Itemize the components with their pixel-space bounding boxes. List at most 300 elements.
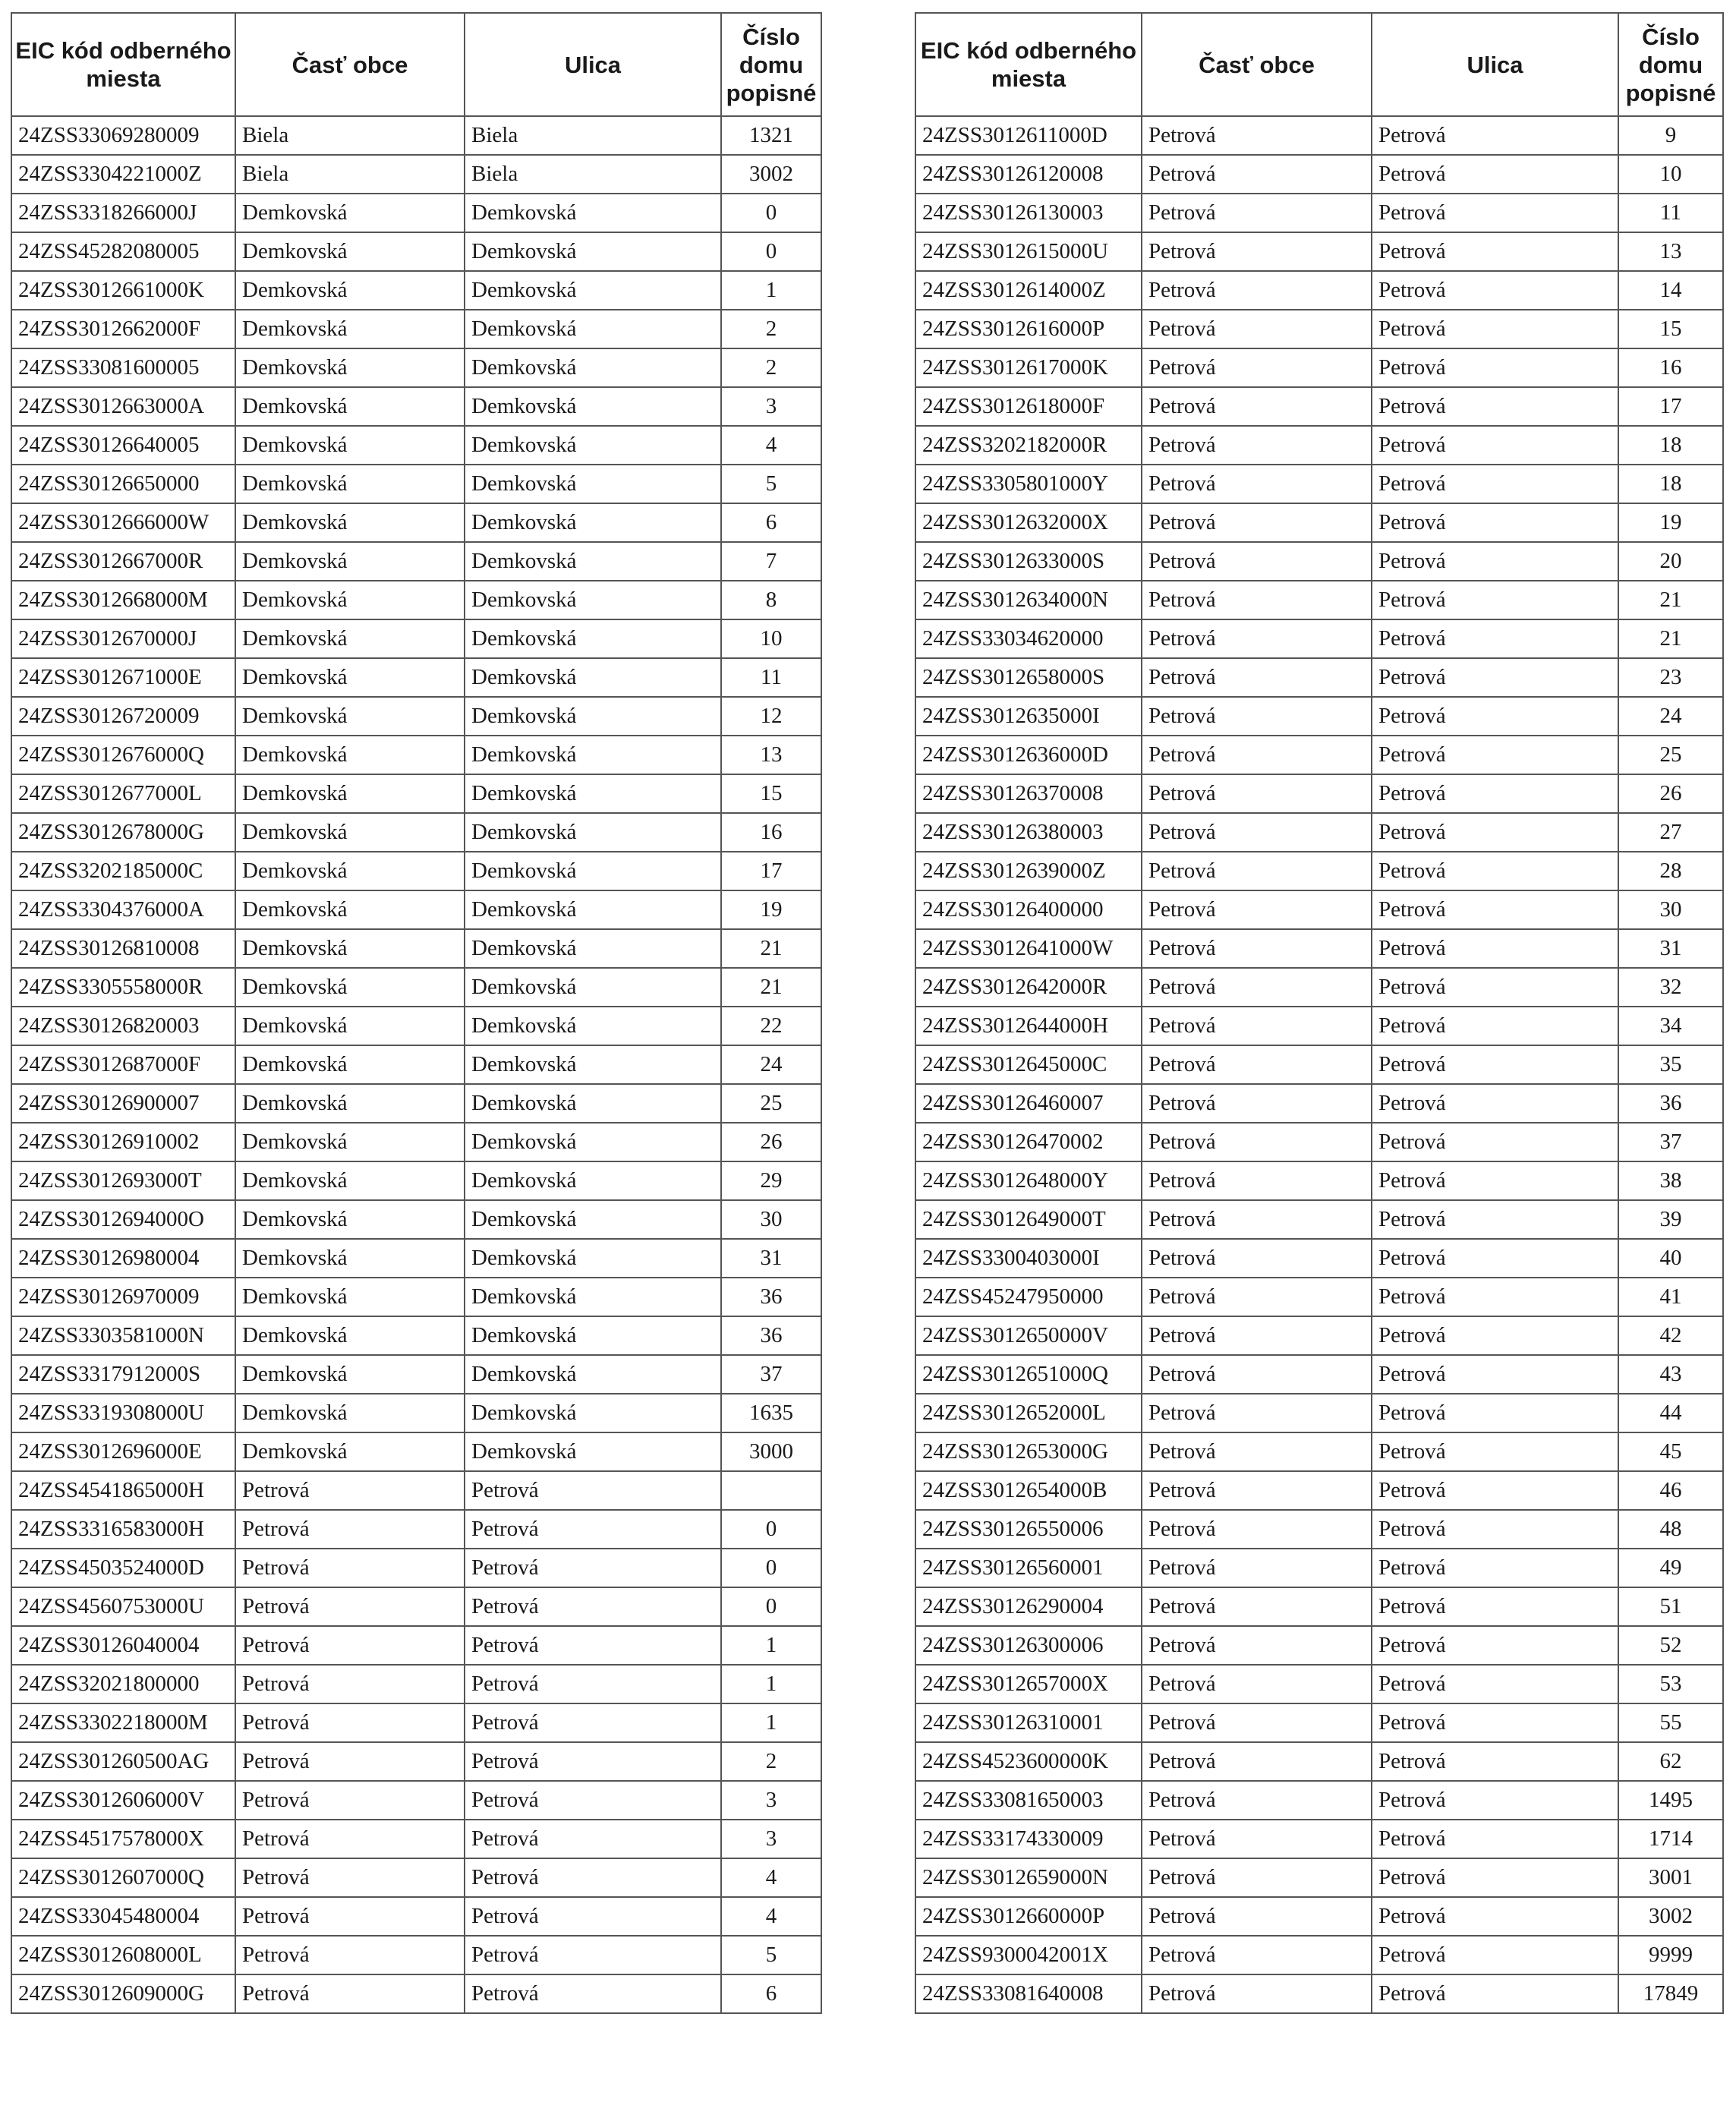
cell-cislo: 52	[1618, 1626, 1723, 1665]
cell-cast-obce: Petrová	[235, 1820, 465, 1858]
cell-cislo: 6	[721, 503, 821, 542]
cell-eic: 24ZSS3304376000A	[11, 890, 235, 929]
cell-cislo: 41	[1618, 1278, 1723, 1316]
table-row	[915, 1897, 1723, 1936]
cell-eic: 24ZSS3012650000V	[915, 1316, 1142, 1355]
cell-eic: 24ZSS3012618000F	[915, 387, 1142, 426]
table-row	[915, 1432, 1723, 1471]
cell-eic: 24ZSS33174330009	[915, 1820, 1142, 1858]
cell-cislo: 36	[721, 1316, 821, 1355]
cell-ulica: Petrová	[465, 1742, 721, 1781]
cell-eic: 24ZSS3012663000A	[11, 387, 235, 426]
cell-eic: 24ZSS3012633000S	[915, 542, 1142, 581]
table-row	[11, 542, 821, 581]
cell-cislo: 17	[1618, 387, 1723, 426]
cell-cast-obce: Petrová	[1142, 1703, 1372, 1742]
cell-ulica: Petrová	[1372, 1471, 1618, 1510]
cell-cast-obce: Demkovská	[235, 736, 465, 774]
cell-eic: 24ZSS3012606000V	[11, 1781, 235, 1820]
cell-cislo: 22	[721, 1007, 821, 1045]
table-row	[915, 426, 1723, 465]
cell-cast-obce: Petrová	[1142, 1007, 1372, 1045]
cell-cislo: 1	[721, 271, 821, 310]
cell-cislo: 19	[721, 890, 821, 929]
cell-cast-obce: Petrová	[1142, 426, 1372, 465]
cell-cast-obce: Petrová	[235, 1587, 465, 1626]
cell-cast-obce: Petrová	[235, 1781, 465, 1820]
cell-ulica: Petrová	[465, 1471, 721, 1510]
cell-cislo: 36	[1618, 1084, 1723, 1123]
cell-ulica: Petrová	[1372, 1587, 1618, 1626]
cell-cast-obce: Petrová	[1142, 658, 1372, 697]
cell-cislo: 29	[721, 1161, 821, 1200]
cell-ulica: Petrová	[465, 1665, 721, 1703]
cell-ulica: Petrová	[465, 1549, 721, 1587]
cell-cast-obce: Petrová	[1142, 1084, 1372, 1123]
cell-ulica: Demkovská	[465, 1278, 721, 1316]
cell-cast-obce: Demkovská	[235, 774, 465, 813]
cell-cislo: 25	[1618, 736, 1723, 774]
cell-cislo: 0	[721, 194, 821, 232]
cell-cast-obce: Demkovská	[235, 968, 465, 1007]
table-right	[915, 12, 1724, 2014]
table-row	[915, 1781, 1723, 1820]
cell-cislo: 14	[1618, 271, 1723, 310]
cell-eic: 24ZSS3012645000C	[915, 1045, 1142, 1084]
cell-ulica: Petrová	[1372, 1161, 1618, 1200]
cell-ulica: Demkovská	[465, 271, 721, 310]
cell-eic: 24ZSS33081640008	[915, 1974, 1142, 2013]
table-row	[915, 813, 1723, 852]
cell-ulica: Petrová	[1372, 968, 1618, 1007]
cell-cast-obce: Petrová	[1142, 116, 1372, 155]
cell-ulica: Petrová	[1372, 1897, 1618, 1936]
cell-cislo: 24	[721, 1045, 821, 1084]
cell-ulica: Petrová	[1372, 1200, 1618, 1239]
table-row	[915, 1278, 1723, 1316]
cell-cislo: 15	[1618, 310, 1723, 348]
cell-cislo: 5	[721, 465, 821, 503]
cell-ulica: Demkovská	[465, 1007, 721, 1045]
cell-eic: 24ZSS30126720009	[11, 697, 235, 736]
table-row	[915, 1239, 1723, 1278]
cell-eic: 24ZSS4560753000U	[11, 1587, 235, 1626]
cell-eic: 24ZSS3012651000Q	[915, 1355, 1142, 1394]
table-row	[915, 1510, 1723, 1549]
cell-eic: 24ZSS30126820003	[11, 1007, 235, 1045]
header-eic: EIC kód odberného miesta	[11, 13, 235, 116]
cell-ulica: Petrová	[1372, 271, 1618, 310]
table-row	[11, 1936, 821, 1974]
table-row	[11, 1123, 821, 1161]
cell-cast-obce: Petrová	[1142, 1394, 1372, 1432]
cell-eic: 24ZSS3012649000T	[915, 1200, 1142, 1239]
cell-ulica: Demkovská	[465, 310, 721, 348]
cell-eic: 24ZSS30126640005	[11, 426, 235, 465]
cell-cislo: 3002	[1618, 1897, 1723, 1936]
table-row	[11, 426, 821, 465]
table-row	[11, 1432, 821, 1471]
cell-ulica: Petrová	[465, 1897, 721, 1936]
cell-eic: 24ZSS30126560001	[915, 1549, 1142, 1587]
table-row	[915, 310, 1723, 348]
cell-ulica: Petrová	[1372, 1858, 1618, 1897]
cell-ulica: Demkovská	[465, 387, 721, 426]
cell-eic: 24ZSS33034620000	[915, 619, 1142, 658]
cell-cast-obce: Demkovská	[235, 619, 465, 658]
cell-ulica: Petrová	[1372, 1007, 1618, 1045]
cell-cast-obce: Petrová	[1142, 1161, 1372, 1200]
cell-eic: 24ZSS30126300006	[915, 1626, 1142, 1665]
cell-cast-obce: Demkovská	[235, 271, 465, 310]
cell-cislo: 1495	[1618, 1781, 1723, 1820]
cell-cislo: 0	[721, 232, 821, 271]
cell-ulica: Petrová	[1372, 503, 1618, 542]
cell-cislo	[721, 1471, 821, 1510]
table-row	[11, 658, 821, 697]
cell-eic: 24ZSS30126040004	[11, 1626, 235, 1665]
cell-cislo: 16	[1618, 348, 1723, 387]
cell-ulica: Demkovská	[465, 852, 721, 890]
cell-eic: 24ZSS4523600000K	[915, 1742, 1142, 1781]
cell-cast-obce: Demkovská	[235, 1007, 465, 1045]
cell-cast-obce: Demkovská	[235, 1432, 465, 1471]
cell-ulica: Petrová	[465, 1820, 721, 1858]
cell-eic: 24ZSS3012667000R	[11, 542, 235, 581]
table-row	[11, 503, 821, 542]
cell-cast-obce: Petrová	[1142, 581, 1372, 619]
cell-eic: 24ZSS30126810008	[11, 929, 235, 968]
cell-cast-obce: Demkovská	[235, 1355, 465, 1394]
cell-eic: 24ZSS3012661000K	[11, 271, 235, 310]
table-row	[11, 1703, 821, 1742]
table-row	[915, 232, 1723, 271]
cell-cast-obce: Demkovská	[235, 1161, 465, 1200]
cell-ulica: Demkovská	[465, 658, 721, 697]
cell-eic: 24ZSS3302218000M	[11, 1703, 235, 1742]
cell-cast-obce: Demkovská	[235, 387, 465, 426]
cell-ulica: Demkovská	[465, 619, 721, 658]
table-row	[11, 813, 821, 852]
table-row	[11, 929, 821, 968]
cell-ulica: Petrová	[1372, 1355, 1618, 1394]
cell-ulica: Demkovská	[465, 774, 721, 813]
table-row	[11, 1820, 821, 1858]
cell-ulica: Demkovská	[465, 1394, 721, 1432]
table-row	[915, 581, 1723, 619]
cell-cast-obce: Petrová	[1142, 542, 1372, 581]
cell-cast-obce: Petrová	[1142, 271, 1372, 310]
table-row	[915, 387, 1723, 426]
cell-eic: 24ZSS3012657000X	[915, 1665, 1142, 1703]
cell-cislo: 17849	[1618, 1974, 1723, 2013]
cell-cast-obce: Petrová	[1142, 1781, 1372, 1820]
cell-eic: 24ZSS30126310001	[915, 1703, 1142, 1742]
cell-cast-obce: Petrová	[1142, 1587, 1372, 1626]
cell-ulica: Petrová	[1372, 1936, 1618, 1974]
cell-cislo: 21	[1618, 581, 1723, 619]
cell-ulica: Petrová	[1372, 1510, 1618, 1549]
cell-ulica: Petrová	[465, 1626, 721, 1665]
cell-cast-obce: Petrová	[1142, 1742, 1372, 1781]
table-row	[11, 890, 821, 929]
cell-cislo: 20	[1618, 542, 1723, 581]
cell-ulica: Petrová	[1372, 852, 1618, 890]
cell-eic: 24ZSS3305801000Y	[915, 465, 1142, 503]
table-row	[11, 1665, 821, 1703]
table-row	[11, 852, 821, 890]
cell-cast-obce: Petrová	[1142, 1510, 1372, 1549]
cell-cast-obce: Petrová	[1142, 619, 1372, 658]
cell-ulica: Petrová	[1372, 116, 1618, 155]
cell-cast-obce: Petrová	[1142, 1897, 1372, 1936]
header-cislo: Číslo domu popisné	[721, 13, 821, 116]
cell-cislo: 8	[721, 581, 821, 619]
cell-eic: 24ZSS3012660000P	[915, 1897, 1142, 1936]
cell-ulica: Petrová	[1372, 1626, 1618, 1665]
cell-cislo: 32	[1618, 968, 1723, 1007]
cell-cast-obce: Petrová	[1142, 1316, 1372, 1355]
cell-cislo: 2	[721, 348, 821, 387]
table-row	[915, 1626, 1723, 1665]
table-row	[915, 1665, 1723, 1703]
table-row	[11, 736, 821, 774]
cell-cast-obce: Petrová	[1142, 813, 1372, 852]
cell-cislo: 3	[721, 387, 821, 426]
cell-eic: 24ZSS30126550006	[915, 1510, 1142, 1549]
cell-cast-obce: Petrová	[1142, 929, 1372, 968]
table-row	[915, 271, 1723, 310]
cell-cast-obce: Demkovská	[235, 1084, 465, 1123]
cell-ulica: Petrová	[1372, 1394, 1618, 1432]
cell-eic: 24ZSS3012654000B	[915, 1471, 1142, 1510]
cell-cislo: 38	[1618, 1161, 1723, 1200]
cell-cast-obce: Petrová	[1142, 387, 1372, 426]
cell-eic: 24ZSS32021800000	[11, 1665, 235, 1703]
cell-cast-obce: Demkovská	[235, 194, 465, 232]
table-row	[915, 619, 1723, 658]
table-row	[11, 232, 821, 271]
table-row	[11, 1355, 821, 1394]
table-row	[11, 1549, 821, 1587]
cell-cislo: 16	[721, 813, 821, 852]
table-row	[915, 542, 1723, 581]
cell-eic: 24ZSS3317912000S	[11, 1355, 235, 1394]
cell-cislo: 25	[721, 1084, 821, 1123]
table-row	[11, 1974, 821, 2013]
table-row	[915, 1703, 1723, 1742]
cell-cislo: 30	[1618, 890, 1723, 929]
cell-cislo: 44	[1618, 1394, 1723, 1432]
table-row	[915, 155, 1723, 194]
cell-ulica: Petrová	[1372, 348, 1618, 387]
cell-eic: 24ZSS3012693000T	[11, 1161, 235, 1200]
table-row	[11, 619, 821, 658]
table-row	[915, 1084, 1723, 1123]
cell-ulica: Demkovská	[465, 968, 721, 1007]
cell-eic: 24ZSS3012677000L	[11, 774, 235, 813]
table-row	[11, 1200, 821, 1239]
cell-cislo: 35	[1618, 1045, 1723, 1084]
cell-ulica: Petrová	[1372, 1045, 1618, 1084]
cell-eic: 24ZSS3202185000C	[11, 852, 235, 890]
table-row	[11, 1394, 821, 1432]
cell-ulica: Demkovská	[465, 1316, 721, 1355]
cell-cast-obce: Demkovská	[235, 658, 465, 697]
cell-ulica: Petrová	[1372, 581, 1618, 619]
cell-eic: 24ZSS33081650003	[915, 1781, 1142, 1820]
cell-ulica: Petrová	[465, 1974, 721, 2013]
table-row	[11, 271, 821, 310]
cell-ulica: Petrová	[1372, 387, 1618, 426]
cell-eic: 24ZSS3202182000R	[915, 426, 1142, 465]
cell-cast-obce: Demkovská	[235, 1200, 465, 1239]
cell-eic: 24ZSS3012616000P	[915, 310, 1142, 348]
cell-cast-obce: Petrová	[235, 1936, 465, 1974]
cell-ulica: Petrová	[1372, 542, 1618, 581]
table-row	[915, 1858, 1723, 1897]
table-row	[915, 1007, 1723, 1045]
cell-eic: 24ZSS30126980004	[11, 1239, 235, 1278]
cell-cast-obce: Demkovská	[235, 1316, 465, 1355]
cell-cislo: 43	[1618, 1355, 1723, 1394]
cell-eic: 24ZSS3012662000F	[11, 310, 235, 348]
cell-ulica: Petrová	[465, 1858, 721, 1897]
cell-eic: 24ZSS3012696000E	[11, 1432, 235, 1471]
table-row	[915, 1974, 1723, 2013]
cell-cast-obce: Petrová	[1142, 1936, 1372, 1974]
cell-cast-obce: Petrová	[1142, 1123, 1372, 1161]
table-row	[11, 1858, 821, 1897]
table-row	[11, 1239, 821, 1278]
cell-eic: 24ZSS33045480004	[11, 1897, 235, 1936]
cell-cislo: 3000	[721, 1432, 821, 1471]
cell-ulica: Petrová	[1372, 232, 1618, 271]
cell-eic: 24ZSS45247950000	[915, 1278, 1142, 1316]
header-row	[11, 13, 821, 116]
cell-cislo: 21	[721, 929, 821, 968]
cell-cast-obce: Petrová	[1142, 348, 1372, 387]
table-row	[915, 1936, 1723, 1974]
cell-cislo: 49	[1618, 1549, 1723, 1587]
cell-cislo: 36	[721, 1278, 821, 1316]
cell-eic: 24ZSS3012634000N	[915, 581, 1142, 619]
cell-cislo: 48	[1618, 1510, 1723, 1549]
cell-cislo: 24	[1618, 697, 1723, 736]
table-body-right	[915, 116, 1723, 2013]
cell-ulica: Demkovská	[465, 1045, 721, 1084]
cell-cast-obce: Petrová	[235, 1703, 465, 1742]
cell-cislo: 2	[721, 1742, 821, 1781]
cell-ulica: Demkovská	[465, 1239, 721, 1278]
cell-eic: 24ZSS4503524000D	[11, 1549, 235, 1587]
table-row	[915, 890, 1723, 929]
cell-eic: 24ZSS3012611000D	[915, 116, 1142, 155]
cell-ulica: Demkovská	[465, 348, 721, 387]
table-row	[11, 348, 821, 387]
cell-cast-obce: Petrová	[1142, 194, 1372, 232]
table-row	[915, 1355, 1723, 1394]
cell-ulica: Petrová	[1372, 1432, 1618, 1471]
header-cislo: Číslo domu popisné	[1618, 13, 1723, 116]
table-row	[915, 348, 1723, 387]
table-row	[11, 387, 821, 426]
cell-ulica: Petrová	[465, 1587, 721, 1626]
cell-cislo: 3001	[1618, 1858, 1723, 1897]
cell-eic: 24ZSS4517578000X	[11, 1820, 235, 1858]
cell-cislo: 3002	[721, 155, 821, 194]
cell-cislo: 21	[1618, 619, 1723, 658]
cell-eic: 24ZSS3012659000N	[915, 1858, 1142, 1897]
cell-eic: 24ZSS3012658000S	[915, 658, 1142, 697]
cell-cislo: 53	[1618, 1665, 1723, 1703]
table-row	[915, 116, 1723, 155]
cell-cast-obce: Petrová	[1142, 1549, 1372, 1587]
cell-cislo: 17	[721, 852, 821, 890]
cell-cast-obce: Petrová	[1142, 1858, 1372, 1897]
cell-cislo: 18	[1618, 465, 1723, 503]
cell-cast-obce: Petrová	[1142, 503, 1372, 542]
cell-cislo: 31	[1618, 929, 1723, 968]
cell-ulica: Demkovská	[465, 503, 721, 542]
cell-cast-obce: Petrová	[1142, 1278, 1372, 1316]
cell-cast-obce: Petrová	[235, 1471, 465, 1510]
table-row	[11, 310, 821, 348]
cell-cislo: 3	[721, 1781, 821, 1820]
cell-eic: 24ZSS45282080005	[11, 232, 235, 271]
cell-cislo: 0	[721, 1587, 821, 1626]
cell-ulica: Petrová	[1372, 1084, 1618, 1123]
cell-cast-obce: Biela	[235, 116, 465, 155]
cell-cislo: 12	[721, 697, 821, 736]
cell-cast-obce: Demkovská	[235, 232, 465, 271]
header-row	[915, 13, 1723, 116]
table-row	[11, 1742, 821, 1781]
cell-cast-obce: Petrová	[1142, 968, 1372, 1007]
table-row	[915, 929, 1723, 968]
cell-cislo: 15	[721, 774, 821, 813]
cell-eic: 24ZSS301260500AG	[11, 1742, 235, 1781]
cell-eic: 24ZSS3012641000W	[915, 929, 1142, 968]
cell-cast-obce: Petrová	[1142, 1974, 1372, 2013]
cell-eic: 24ZSS3305558000R	[11, 968, 235, 1007]
cell-eic: 24ZSS30126910002	[11, 1123, 235, 1161]
cell-cast-obce: Demkovská	[235, 1123, 465, 1161]
cell-eic: 24ZSS3012609000G	[11, 1974, 235, 2013]
cell-cislo: 39	[1618, 1200, 1723, 1239]
table-row	[915, 774, 1723, 813]
cell-cislo: 1	[721, 1665, 821, 1703]
cell-cast-obce: Petrová	[235, 1858, 465, 1897]
cell-eic: 24ZSS30126380003	[915, 813, 1142, 852]
cell-cast-obce: Petrová	[235, 1626, 465, 1665]
table-row	[11, 1510, 821, 1549]
cell-ulica: Demkovská	[465, 890, 721, 929]
cell-cast-obce: Petrová	[1142, 1200, 1372, 1239]
cell-eic: 24ZSS30126460007	[915, 1084, 1142, 1123]
cell-cislo: 11	[721, 658, 821, 697]
cell-ulica: Petrová	[1372, 1239, 1618, 1278]
cell-cast-obce: Petrová	[1142, 1626, 1372, 1665]
cell-ulica: Petrová	[1372, 813, 1618, 852]
header-ulica: Ulica	[465, 13, 721, 116]
table-row	[11, 1626, 821, 1665]
cell-ulica: Petrová	[1372, 310, 1618, 348]
cell-cast-obce: Petrová	[235, 1742, 465, 1781]
cell-eic: 24ZSS3012652000L	[915, 1394, 1142, 1432]
cell-cislo: 42	[1618, 1316, 1723, 1355]
cell-cast-obce: Petrová	[1142, 1471, 1372, 1510]
